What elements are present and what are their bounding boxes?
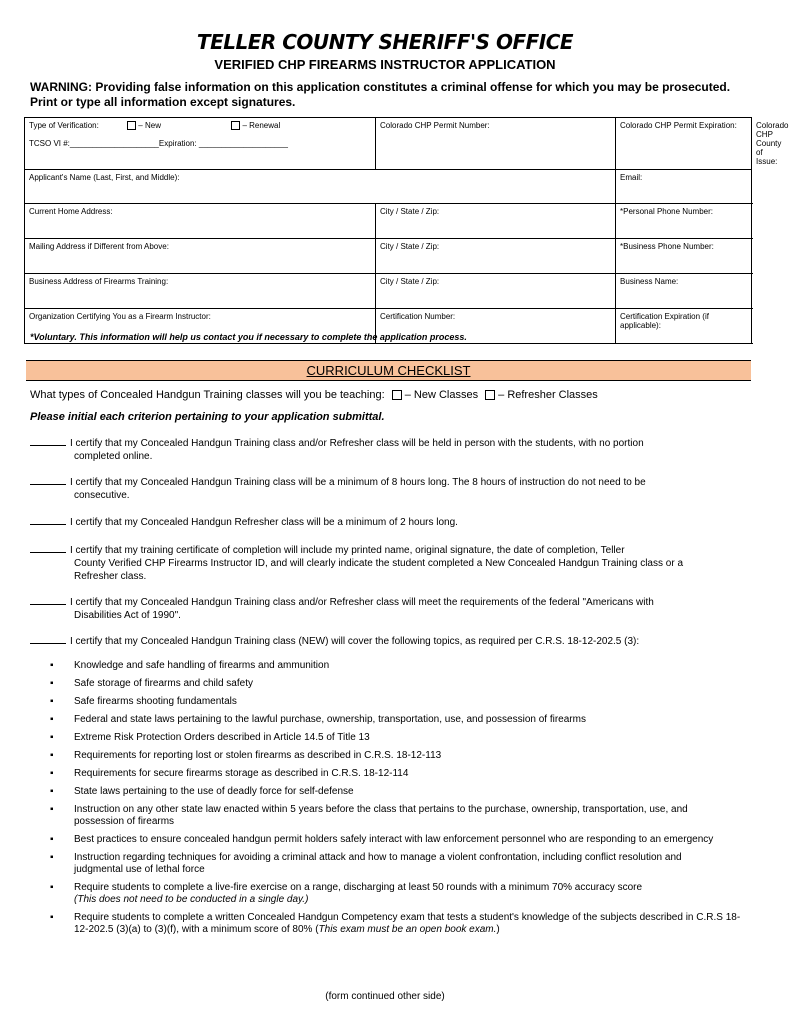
form-subtitle: VERIFIED CHP FIREARMS INSTRUCTOR APPLICATION	[214, 57, 556, 72]
applicant-info-table: Type of Verification: – New – Renewal TCSO VI #:____________________Expiration: ____________________ Colorado CHP Permit Number: Colorado CHP Permit Expiration: Colorado CHP County of Issue: Applicant's Name (Last, First, and Middle): Email: Current Home Address: City / State / Zip: *Personal Phone Number: Mailing Address if Different from Above: City / State / Zip: *Business Phone Number: Business Address of Firearms Training: City / State / Zip: Business Name: Organization Certifying You as a Firearm Instructor: Certification Number: Certification Expiration (if applicable):	[24, 117, 752, 344]
page-title: TELLER COUNTY SHERIFF'S OFFICE	[196, 30, 574, 54]
certification-item	[30, 475, 745, 502]
certification-text: I certify that my Concealed Handgun Training class will be a minimum of 8 hours long. The 8 hours of instruction do not need to be	[70, 477, 646, 488]
certification-item	[30, 595, 745, 622]
initial-blank[interactable]	[30, 515, 66, 525]
option-renewal-label: – Renewal	[242, 121, 281, 130]
new-checkbox[interactable]	[127, 121, 136, 130]
continued-note: (form continued other side)	[325, 991, 445, 1002]
permit-expiration-field[interactable]: Colorado CHP Permit Expiration:	[616, 118, 752, 170]
initial-blank[interactable]	[30, 595, 66, 605]
topic-item: ▪ Federal and state laws pertaining to the lawful purchase, ownership, transportation, use, and possession of firearms	[48, 714, 748, 726]
curriculum-title: CURRICULUM CHECKLIST	[306, 363, 471, 378]
certification-item	[30, 515, 745, 529]
refresher-classes-checkbox[interactable]	[485, 390, 495, 400]
renewal-checkbox[interactable]	[231, 121, 240, 130]
topic-item: ▪ Best practices to ensure concealed handgun permit holders safely interact with law enforcement personnel who are responding to an emergency	[48, 834, 748, 846]
topic-item: ▪ Requirements for reporting lost or stolen firearms as described in C.R.S. 18-12-113	[48, 750, 748, 762]
topic-item: ▪ Knowledge and safe handling of firearms and ammunition	[48, 660, 748, 672]
certification-text: I certify that my training certificate of completion will include my printed name, original signature, the date of completion, Teller	[70, 545, 625, 556]
topic-text: Require students to complete a live-fire exercise on a range, discharging at least 50 rounds with a minimum 70% accuracy score	[74, 882, 643, 893]
certification-item	[30, 634, 745, 648]
voluntary-note: *Voluntary. This information will help us contact you if necessary to complete the application process.	[30, 332, 467, 342]
topic-item: ▪ Safe storage of firearms and child safety	[48, 678, 748, 690]
initial-blank[interactable]	[30, 543, 66, 553]
certification-text: I certify that my Concealed Handgun Training class (NEW) will cover the following topics, as required per C.R.S. 18-12-202.5 (3):	[70, 636, 640, 647]
verification-label: Type of Verification:	[29, 121, 99, 130]
business-phone-field[interactable]: *Business Phone Number:	[616, 239, 752, 274]
curriculum-checklist-header	[26, 360, 751, 381]
certification-item	[30, 543, 745, 583]
organization-field[interactable]: Organization Certifying You as a Firearm Instructor:	[25, 309, 376, 344]
certification-text-cont: consecutive.	[74, 490, 130, 501]
certification-number-field[interactable]: Certification Number:	[376, 309, 616, 344]
new-classes-checkbox[interactable]	[392, 390, 402, 400]
initial-blank[interactable]	[30, 475, 66, 485]
class-type-question-text: What types of Concealed Handgun Training classes will you be teaching:	[30, 389, 385, 401]
certification-text-cont: completed online.	[74, 451, 153, 462]
new-classes-label: – New Classes	[404, 389, 479, 401]
personal-phone-field[interactable]: *Personal Phone Number:	[616, 204, 752, 239]
topic-item: ▪ State laws pertaining to the use of deadly force for self-defense	[48, 786, 748, 798]
topic-item: ▪ Instruction on any other state law enacted within 5 years before the class that pertains to the purchase, ownership, transportation, use, and possession of firearms	[48, 804, 694, 828]
topic-item: ▪ Safe firearms shooting fundamentals	[48, 696, 748, 708]
option-new-label: – New	[138, 121, 161, 130]
initial-blank[interactable]	[30, 436, 66, 446]
refresher-classes-label: – Refresher Classes	[498, 389, 598, 401]
certification-text-cont: County Verified CHP Firearms Instructor ID, and will clearly indicate the student completed a New Concealed Handgun Training class or a Refresher class.	[74, 558, 683, 582]
required-topics-list	[48, 660, 748, 936]
certification-item	[30, 436, 745, 463]
mailing-city-state-zip-field[interactable]: City / State / Zip:	[376, 239, 616, 274]
certification-text: I certify that my Concealed Handgun Training class and/or Refresher class will meet the requirements of the federal "Americans with	[70, 597, 654, 608]
certification-text-cont: Disabilities Act of 1990".	[74, 610, 181, 621]
certification-text: I certify that my Concealed Handgun Refresher class will be a minimum of 2 hours long.	[70, 517, 458, 528]
verification-cell	[25, 118, 376, 170]
business-address-field[interactable]: Business Address of Firearms Training:	[25, 274, 376, 309]
topic-item: ▪ Requirements for secure firearms storage as described in C.R.S. 18-12-114	[48, 768, 748, 780]
certification-text: I certify that my Concealed Handgun Training class and/or Refresher class will be held in person with the students, with no portion	[70, 438, 644, 449]
business-name-field[interactable]: Business Name:	[616, 274, 752, 309]
permit-number-field[interactable]: Colorado CHP Permit Number:	[376, 118, 616, 170]
topic-note: (This does not need to be conducted in a single day.)	[74, 894, 309, 905]
topic-note: This exam must be an open book exam.	[318, 924, 497, 935]
home-city-state-zip-field[interactable]: City / State / Zip:	[376, 204, 616, 239]
topic-text: Require students to complete a written Concealed Handgun Competency exam that tests a student's knowledge of the subjects described in C.R.S 18-12-202.5 (3)(a) to (3)(f), with a minimum score of 80% (	[74, 912, 741, 935]
mailing-address-field[interactable]: Mailing Address if Different from Above:	[25, 239, 376, 274]
initial-instructions: Please initial each criterion pertaining to your application submittal.	[30, 411, 385, 423]
topic-item: ▪ Extreme Risk Protection Orders described in Article 14.5 of Title 13	[48, 732, 748, 744]
topic-item	[48, 912, 748, 936]
business-city-state-zip-field[interactable]: City / State / Zip:	[376, 274, 616, 309]
warning-text: WARNING: Providing false information on this application constitutes a criminal offense for which you may be prosecuted. Print or type all information except signatures.	[30, 80, 731, 109]
certification-expiration-field[interactable]: Certification Expiration (if applicable):	[616, 309, 752, 344]
class-type-question	[30, 389, 598, 401]
topic-text-tail: )	[496, 924, 500, 935]
email-field[interactable]: Email:	[616, 170, 752, 204]
topic-item: ▪ Instruction regarding techniques for avoiding a criminal attack and how to manage a violent confrontation, including conflict resolution and judgmental use of lethal force	[48, 852, 694, 876]
home-address-field[interactable]: Current Home Address:	[25, 204, 376, 239]
applicant-name-field[interactable]: Applicant's Name (Last, First, and Middle):	[25, 170, 616, 204]
tcso-vi-field[interactable]: TCSO VI #:____________________Expiration: ____________________	[29, 139, 288, 149]
topic-item	[48, 882, 748, 906]
initial-blank[interactable]	[30, 634, 66, 644]
